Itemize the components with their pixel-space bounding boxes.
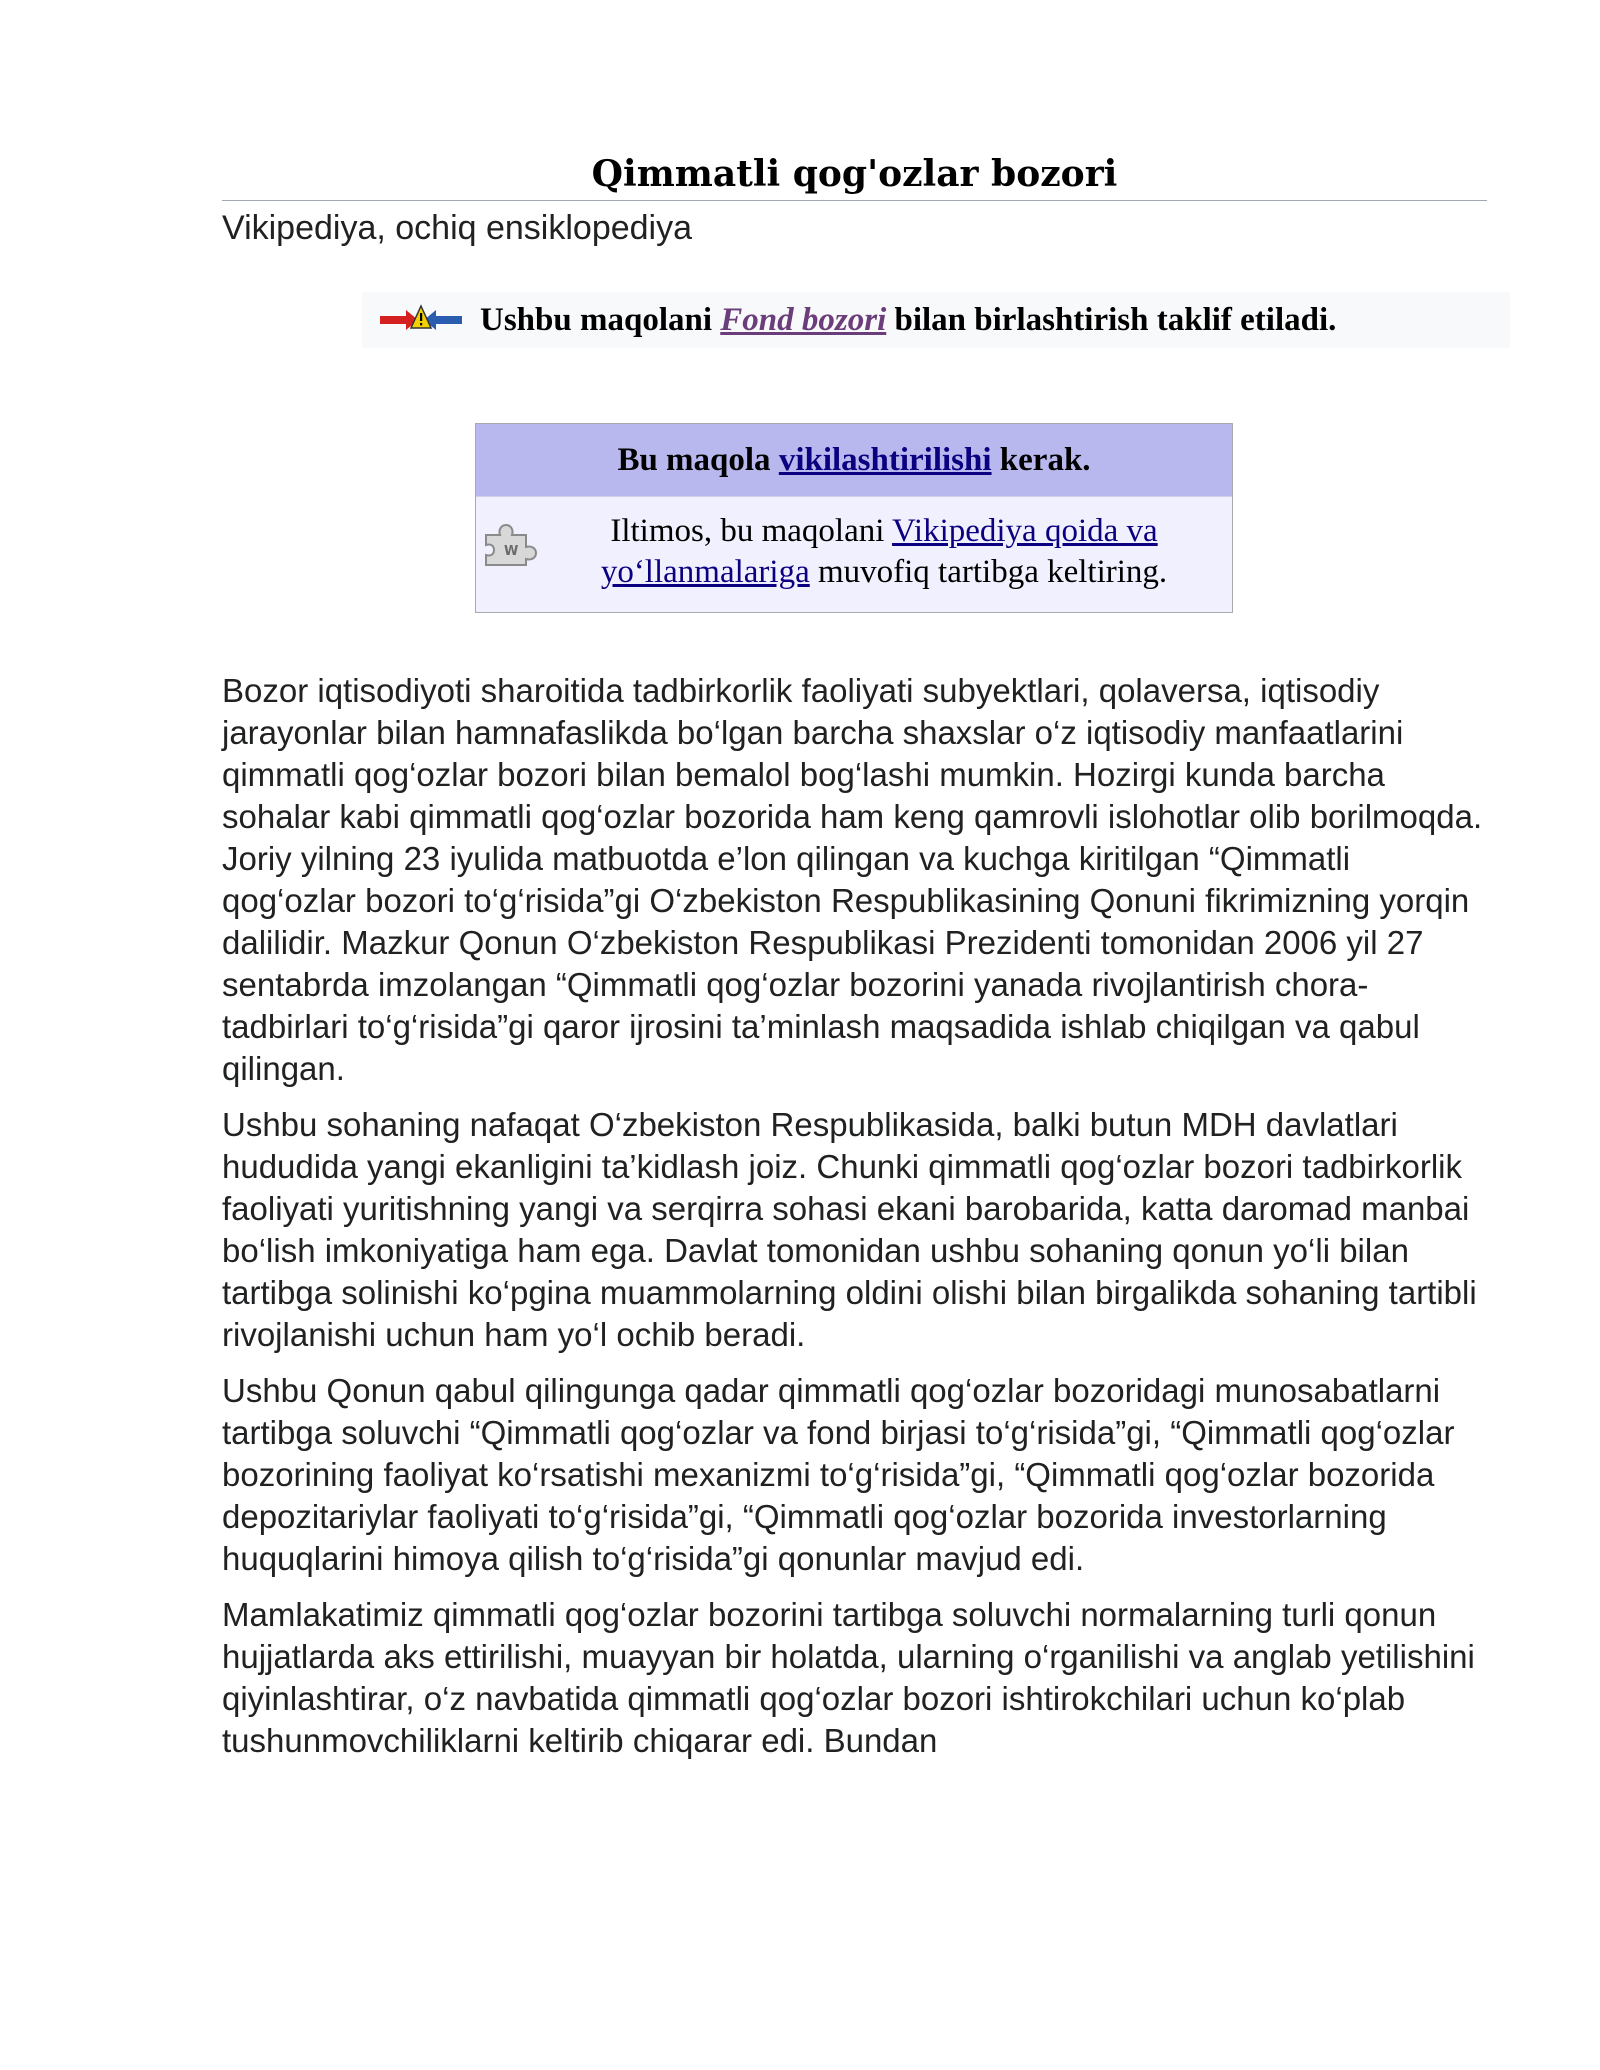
article-paragraph: Mamlakatimiz qimmatli qog‘ozlar bozorini tartibga soluvchi normalarning turli qonun hujjatlarda aks ettirilishi, muayyan bir holatda, ularning o‘rganilishi va anglab yetilishini qiyinlashtirar, o‘z navbatida qimmatli qog‘ozlar bozori ishtirokchilari uchun ko‘plab tushunmovchiliklarni keltirib chiqarar edi. Bundan [222, 1596, 1475, 1759]
vikilashtirilishi-link[interactable]: vikilashtirilishi [778, 441, 992, 478]
vikipediya-qoida-link[interactable]: Vikipediya qoida va yo‘llanmalariga [600, 513, 1158, 590]
article-body [222, 670, 1492, 1776]
article-paragraph: Ushbu sohaning nafaqat O‘zbekiston Respublikasida, balki butun MDH davlatlari hududida yangi ekanligini ta’kidlash joiz. Chunki qimmatli qog‘ozlar bozori tadbirkorlik faoliyati yuritishning yangi va serqirra sohasi ekani barobarida, katta daromad manbai bo‘lish imkoniyatiga ham ega. Davlat tomonidan ushbu sohaning qonun yo‘li bilan tartibga solinishi ko‘pgina muammolarning oldini olishi bilan birgalikda sohaning tartibli rivojlanishi uchun ham yo‘l ochib beradi. [222, 1106, 1477, 1353]
wikify-notice [475, 423, 1233, 613]
merge-text-after: bilan birlashtirish taklif etiladi. [886, 301, 1337, 338]
wikify-body-after: muvofiq tartibga keltiring. [809, 554, 1168, 590]
merge-notice [362, 292, 1510, 348]
merge-notice-text [480, 302, 1336, 339]
wikify-heading [476, 424, 1232, 497]
wikify-body-before: Iltimos, bu maqolani [610, 513, 893, 549]
puzzle-piece-icon [478, 519, 540, 569]
merge-arrows-warning-icon [376, 302, 466, 338]
fond-bozori-link[interactable]: Fond bozori [720, 301, 887, 338]
article-paragraph: Ushbu Qonun qabul qilingunga qadar qimmatli qog‘ozlar bozoridagi munosabatlarni tartibga soluvchi “Qimmatli qog‘ozlar va fond birjasi to‘g‘risida”gi, “Qimmatli qog‘ozlar bozorining faoliyat ko‘rsatishi mexanizmi to‘g‘risida”gi, “Qimmatli qog‘ozlar bozorida depozitariylar faoliyati to‘g‘risida”gi, “Qimmatli qog‘ozlar bozorida investorlarning huquqlarini himoya qilish to‘g‘risida”gi qonunlar mavjud edi. [222, 1372, 1455, 1577]
wikify-heading-after: kerak. [991, 441, 1091, 478]
wikify-heading-before: Bu maqola [617, 441, 779, 478]
svg-text:W: W [504, 544, 519, 559]
wikify-body-text [546, 511, 1222, 593]
wikify-body [476, 497, 1232, 613]
page-subtitle: Vikipediya, ochiq ensiklopediya [222, 209, 693, 247]
merge-text-before: Ushbu maqolani [480, 301, 721, 338]
page-title: Qimmatli qog'ozlar bozori [222, 148, 1487, 201]
article-paragraph: Bozor iqtisodiyoti sharoitida tadbirkorlik faoliyati subyektlari, qolaversa, iqtisodiy jarayonlar bilan hamnafaslikda bo‘lgan barcha shaxslar o‘z iqtisodiy manfaatlarini qimmatli qog‘ozlar bozori bilan bemalol bog‘lashi mumkin. Hozirgi kunda barcha sohalar kabi qimmatli qog‘ozlar bozorida ham keng qamrovli islohotlar olib borilmoqda. Joriy yilning 23 iyulida matbuotda e’lon qilingan va kuchga kiritilgan “Qimmatli qog‘ozlar bozori to‘g‘risida”gi O‘zbekiston Respublikasining Qonuni fikrimizning yorqin dalilidir. Mazkur Qonun O‘zbekiston Respublikasi Prezidenti tomonidan 2006 yil 27 sentabrda imzolangan “Qimmatli qog‘ozlar bozorini yanada rivojlantirish chora-tadbirlari to‘g‘risida”gi qaror ijrosini ta’minlash maqsadida ishlab chiqilgan va qabul qilingan. [222, 672, 1483, 1087]
